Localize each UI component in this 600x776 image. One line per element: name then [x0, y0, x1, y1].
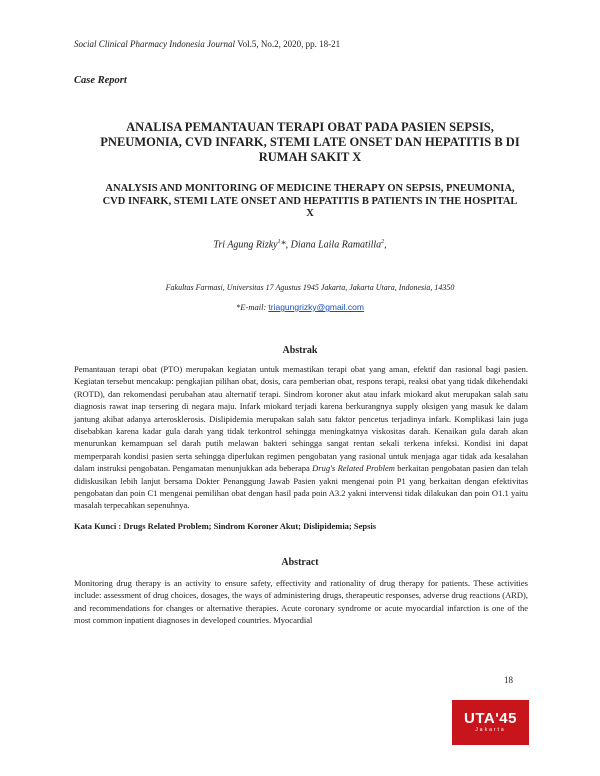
keywords-label: Kata Kunci	[74, 521, 117, 531]
affiliation: Fakultas Farmasi, Universitas 17 Agustus 1945 Jakarta, Jakarta Utara, Indonesia, 14350	[165, 283, 455, 292]
abstrak-text-1: Pemantauan terapi obat (PTO) merupakan kegiatan untuk memastikan terapi obat yang aman, efektif dan rasional bagi pasien. Kegiatan tersebut mencakup: pengkajian pilihan obat, dosis, cara pemberian obat, respons terapi, reaksi obat yang tidak dikehendaki (ROTD), dan rekomendasi perubahan atau alternatif terapi. Sindrom koroner akut atau infark miokard akut merupakan salah satu diagnosis rawat inap tersering di negara maju. Infark miokard terjadi karena berkurangnya supply oksigen yang masuk ke dalam jantung akibat adanya arterosklerosis. Dislipidemia merupakan salah satu faktor pencetus terjadinya infark. Komplikasi lain juga disebabkan karena kadar gula darah yang tidak terkontrol sehingga meningkatnya viskositas darah. Kenaikan gula darah akan menurunkan kemampuan sel darah putih melawan bakteri sehingga sangat rentan sekali terkena infeksi. Kondisi ini dapat memperparah kondisi pasien serta sehingga diperlukan regimen pengobatan yang rasional untuk menjaga agar tidak ada kesalahan dalam instruksi pengobatan. Pengamatan menunjukkan ada beberapa	[74, 364, 528, 474]
journal-name: Social Clinical Pharmacy Indonesia Journal	[74, 39, 235, 49]
article-type: Case Report	[74, 75, 127, 86]
author-1-affil: 1	[277, 239, 281, 245]
author-1: Tri Agung Rizky	[213, 239, 278, 251]
abstract-heading: Abstract	[281, 557, 319, 568]
journal-header	[74, 39, 340, 49]
title-english: ANALYSIS AND MONITORING OF MEDICINE THERAPY ON SEPSIS, PNEUMONIA, CVD INFARK, STEMI LATE ONSET AND HEPATITIS B PATIENTS IN THE HOSPITAL X	[102, 183, 518, 219]
abstrak-text-2: berkaitan pengobatan pasien dan telah didiskusikan lebih lanjut bersama Dokter Penanggung Jawab Pasien yakni mengenai poin P1 yang berkaitan dengan efektivitas pengobatan dan poin C1 mengenai pemilihan obat dengan hasil pada poin A3.2 yakni intervensi tidak dilakukan dan poin O1.1 yaitu masalah terpecahkan sepenuhnya.	[74, 463, 528, 511]
logo-sub-text: Jakarta	[475, 727, 506, 733]
author-line	[0, 239, 600, 250]
author-trailing: ,	[384, 239, 387, 251]
journal-meta: Vol.5, No.2, 2020, pp. 18-21	[237, 39, 341, 49]
page-number: 18	[504, 675, 513, 685]
uta45-logo	[452, 700, 529, 745]
abstract-body: Monitoring drug therapy is an activity to ensure safety, effectivity and rationality of drug therapy for patients. These activities include: assessment of drug choices, dosages, the ways of administering drugs, therapeutic responses, adverse drug reactions (ARD), and recommendations for changes or alternative therapies. Acute coronary syndrome or acute myocardial infarction is one of the most common inpatient diagnoses in developed countries. Myocardial	[74, 578, 528, 626]
abstrak-heading: Abstrak	[282, 345, 318, 356]
abstrak-body	[74, 363, 528, 512]
logo-main-text: UTA'45	[464, 710, 517, 727]
author-2: Diana Laila Ramatilla	[290, 239, 382, 251]
keywords-text: : Drugs Related Problem; Sindrom Koroner Akut; Dislipidemia; Sepsis	[116, 521, 377, 531]
email-label: *E-mail:	[236, 302, 269, 312]
email-link[interactable]: triagungrizky@gmail.com	[268, 302, 364, 312]
title-indonesian: ANALISA PEMANTAUAN TERAPI OBAT PADA PASIEN SEPSIS, PNEUMONIA, CVD INFARK, STEMI LATE ONSET DAN HEPATITIS B DI RUMAH SAKIT X	[100, 120, 520, 164]
author-2-affil: 2	[381, 239, 385, 245]
abstrak-term-drp: Drug's Related Problem	[312, 463, 395, 474]
author-separator: *,	[280, 239, 291, 251]
email-line	[0, 302, 600, 312]
keywords-line	[74, 521, 376, 531]
